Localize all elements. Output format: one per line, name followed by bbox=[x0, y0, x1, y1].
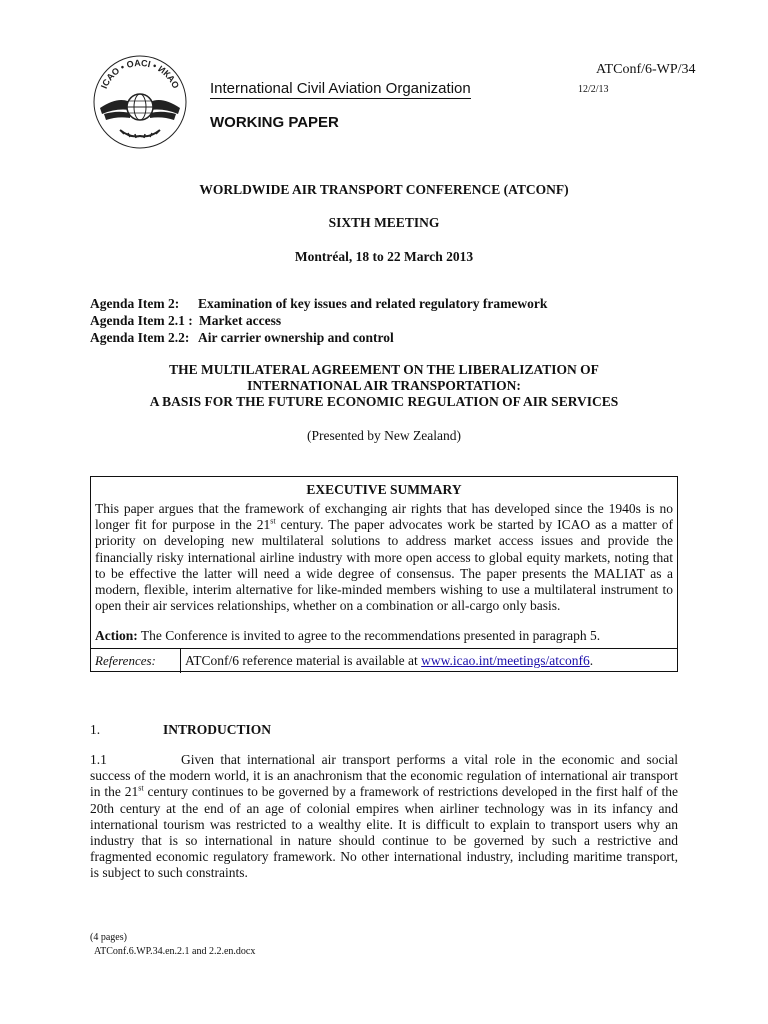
action-statement bbox=[95, 628, 600, 644]
icao-emblem bbox=[90, 50, 190, 150]
page-count: (4 pages) bbox=[90, 932, 127, 943]
agenda-item bbox=[90, 296, 547, 312]
agenda-text: Air carrier ownership and control bbox=[198, 330, 394, 345]
file-name: ATConf.6.WP.34.en.2.1 and 2.2.en.docx bbox=[94, 946, 256, 957]
executive-summary-box bbox=[90, 476, 678, 672]
agenda-label: Agenda Item 2.2: bbox=[90, 330, 190, 345]
executive-summary-text: This paper argues that the framework of exchanging air rights that has developed since the 1940s is no longer fit for purpose in the 21st century. The paper advocates work be started by ICAO as a matter of priority on developing new multilateral solutions to address market access issues and provide the financially risky international airline industry with more open access to global equity markets, noting that to be effective the latter will need a wide degree of consensus. The paper presents the MALIAT as a modern, flexible, interim alternative for like-minded members wishing to use a multilateral instrument to open their air services relationships, whether on a combination or all-cargo only basis. bbox=[95, 501, 673, 614]
agenda-label: Agenda Item 2: bbox=[90, 296, 180, 311]
agenda-text: Examination of key issues and related regulatory framework bbox=[198, 296, 548, 311]
references-link[interactable]: www.icao.int/meetings/atconf6 bbox=[421, 653, 590, 668]
paper-type: WORKING PAPER bbox=[210, 114, 339, 131]
paper-title-line: A BASIS FOR THE FUTURE ECONOMIC REGULATION OF AIR SERVICES bbox=[149, 394, 619, 409]
references-text: ATConf/6 reference material is available at bbox=[185, 653, 422, 668]
paper-title-line: INTERNATIONAL AIR TRANSPORTATION: bbox=[247, 378, 521, 393]
agenda-label: Agenda Item 2.1 : bbox=[90, 313, 193, 328]
document-number: ATConf/6-WP/34 bbox=[596, 62, 696, 77]
logo-ring-text: ICAO • OACI • ИКАО bbox=[98, 57, 181, 91]
document-date: 12/2/13 bbox=[578, 84, 609, 95]
icao-emblem-icon bbox=[90, 50, 190, 150]
agenda-text: Market access bbox=[199, 313, 282, 328]
meeting-name: SIXTH MEETING bbox=[328, 215, 440, 230]
paragraph-number: 1.1 bbox=[90, 752, 107, 767]
references-label: References: bbox=[91, 649, 181, 673]
svg-text:ICAO • OACI • ИКАО bbox=[99, 58, 181, 90]
organization-name: International Civil Aviation Organization bbox=[210, 80, 471, 97]
section-title: INTRODUCTION bbox=[163, 722, 272, 737]
references-cell: ATConf/6 reference material is available at www.icao.int/meetings/atconf6. bbox=[185, 653, 594, 668]
paragraph-1-1: 1.1 Given that international air transport performs a vital role in the economic and social success of the modern world, it is an anachronism that the economic regulation of international air transport in the 21st century continues to be governed by a framework of restrictions developed in the first half of the 20th century at the end of an age of colonial empires when airliner technology was in its infancy and international tourism was restricted to a wealthy elite. It is difficult to explain to transport users why an industry that is so international in nature should continue to be governed by such a restrictive and fragmented economic regulatory framework. No other international industry, including maritime transport, is subject to such constraints. bbox=[90, 752, 679, 881]
presented-by: (Presented by New Zealand) bbox=[306, 428, 462, 443]
action-label: Action: bbox=[95, 628, 138, 643]
conference-title: WORLDWIDE AIR TRANSPORT CONFERENCE (ATCONF) bbox=[199, 182, 569, 197]
agenda-item bbox=[90, 313, 281, 329]
section-number: 1. bbox=[90, 722, 101, 737]
references-row bbox=[91, 648, 677, 673]
action-text: The Conference is invited to agree to the recommendations presented in paragraph 5. bbox=[137, 628, 601, 643]
paper-title-line: THE MULTILATERAL AGREEMENT ON THE LIBERALIZATION OF bbox=[169, 362, 599, 377]
agenda-item bbox=[90, 330, 394, 346]
executive-summary-heading: EXECUTIVE SUMMARY bbox=[306, 482, 462, 497]
meeting-venue: Montréal, 18 to 22 March 2013 bbox=[294, 249, 474, 264]
